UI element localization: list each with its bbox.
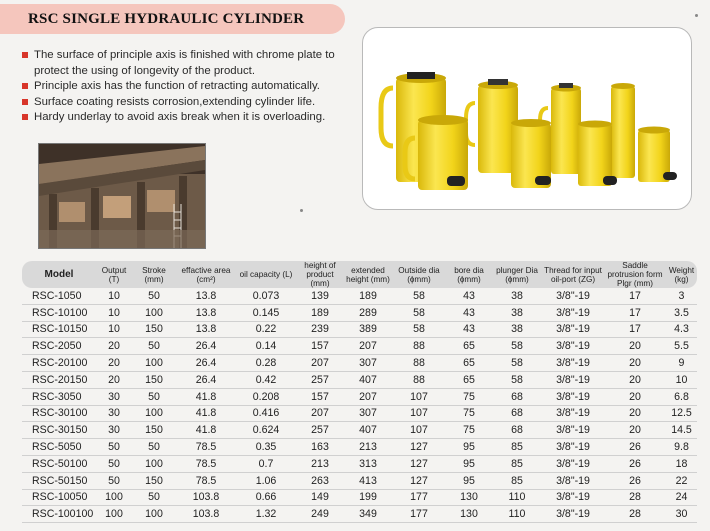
table-cell: 13.8 xyxy=(176,288,236,304)
table-cell: 65 xyxy=(446,355,492,372)
table-cell: 127 xyxy=(392,439,446,456)
cylinder-small-front xyxy=(638,127,677,183)
table-cell: 0.145 xyxy=(236,304,296,321)
table-cell: 41.8 xyxy=(176,405,236,422)
column-header: Thread for input oil-port (ZG) xyxy=(544,265,602,284)
model-cell: RSC-50150 xyxy=(22,472,96,489)
table-cell: 100 xyxy=(96,489,132,506)
table-cell: 20 xyxy=(604,388,666,405)
registration-dot xyxy=(300,209,303,212)
table-row xyxy=(22,304,697,321)
table-cell: 85 xyxy=(492,455,542,472)
table-cell: 38 xyxy=(492,321,542,338)
table-cell: 213 xyxy=(344,439,392,456)
table-cell: 100 xyxy=(132,304,176,321)
table-cell: 78.5 xyxy=(176,455,236,472)
table-cell: 85 xyxy=(492,439,542,456)
cylinder-short-front xyxy=(578,121,617,187)
column-header: effactive area (cm²) xyxy=(181,265,231,284)
table-cell: 3/8"-19 xyxy=(542,489,604,506)
table-cell: 107 xyxy=(392,422,446,439)
table-cell: 3/8"-19 xyxy=(542,506,604,523)
page-title: RSC SINGLE HYDRAULIC CYLINDER xyxy=(28,11,305,27)
column-header: plunger Dia (ɸmm) xyxy=(496,265,538,284)
table-cell: 58 xyxy=(492,355,542,372)
table-cell: 199 xyxy=(344,489,392,506)
table-row xyxy=(22,288,697,304)
table-cell: 13.8 xyxy=(176,304,236,321)
table-cell: 9.8 xyxy=(666,439,697,456)
model-cell: RSC-30100 xyxy=(22,405,96,422)
table-cell: 130 xyxy=(446,506,492,523)
table-cell: 26 xyxy=(604,439,666,456)
table-cell: 30 xyxy=(96,388,132,405)
table-cell: 3/8"-19 xyxy=(542,455,604,472)
table-cell: 189 xyxy=(296,304,344,321)
table-cell: 257 xyxy=(296,422,344,439)
table-header xyxy=(22,261,697,288)
table-body xyxy=(22,288,697,523)
table-cell: 150 xyxy=(132,371,176,388)
table-cell: 3/8"-19 xyxy=(542,422,604,439)
table-cell: 88 xyxy=(392,355,446,372)
table-cell: 3/8"-19 xyxy=(542,321,604,338)
table-cell: 10 xyxy=(96,288,132,304)
table-cell: 20 xyxy=(96,371,132,388)
table-cell: 213 xyxy=(296,455,344,472)
table-row xyxy=(22,506,697,523)
table-cell: 107 xyxy=(392,388,446,405)
table-cell: 139 xyxy=(296,288,344,304)
application-photo xyxy=(38,143,206,249)
table-cell: 50 xyxy=(132,338,176,355)
column-header: Model xyxy=(44,269,74,280)
table-cell: 0.66 xyxy=(236,489,296,506)
table-cell: 17 xyxy=(604,321,666,338)
table-cell: 41.8 xyxy=(176,388,236,405)
table-cell: 10 xyxy=(666,371,697,388)
table-cell: 157 xyxy=(296,338,344,355)
column-header: Weight (kg) xyxy=(668,265,695,284)
table-cell: 43 xyxy=(446,304,492,321)
table-cell: 26.4 xyxy=(176,355,236,372)
model-cell: RSC-10050 xyxy=(22,489,96,506)
table-cell: 100 xyxy=(132,455,176,472)
table-row xyxy=(22,472,697,489)
table-cell: 207 xyxy=(296,355,344,372)
table-cell: 85 xyxy=(492,472,542,489)
table-cell: 3/8"-19 xyxy=(542,439,604,456)
table-cell: 50 xyxy=(132,439,176,456)
column-header: bore dia (ɸmm) xyxy=(454,265,484,284)
table-cell: 107 xyxy=(392,405,446,422)
table-cell: 0.073 xyxy=(236,288,296,304)
table-cell: 68 xyxy=(492,388,542,405)
feature-item: Surface coating resists corrosion,extending cylinder life. xyxy=(22,95,347,111)
table-cell: 0.35 xyxy=(236,439,296,456)
table-cell: 50 xyxy=(132,388,176,405)
table-cell: 307 xyxy=(344,355,392,372)
table-cell: 289 xyxy=(344,304,392,321)
table-cell: 257 xyxy=(296,371,344,388)
table-cell: 20 xyxy=(96,338,132,355)
table-cell: 41.8 xyxy=(176,422,236,439)
product-photo-panel xyxy=(362,27,692,210)
bridge-construction-image xyxy=(39,144,205,248)
table-cell: 0.28 xyxy=(236,355,296,372)
table-cell: 12.5 xyxy=(666,405,697,422)
table-cell: 68 xyxy=(492,405,542,422)
table-row xyxy=(22,405,697,422)
model-cell: RSC-3050 xyxy=(22,388,96,405)
model-cell: RSC-30150 xyxy=(22,422,96,439)
table-cell: 20 xyxy=(604,355,666,372)
spec-table xyxy=(22,261,697,523)
table-cell: 3.5 xyxy=(666,304,697,321)
table-cell: 43 xyxy=(446,288,492,304)
hydraulic-cylinders-image xyxy=(363,28,691,209)
table-cell: 18 xyxy=(666,455,697,472)
table-cell: 20 xyxy=(604,371,666,388)
table-row xyxy=(22,388,697,405)
table-cell: 50 xyxy=(132,288,176,304)
table-cell: 189 xyxy=(344,288,392,304)
table-cell: 4.3 xyxy=(666,321,697,338)
table-cell: 95 xyxy=(446,472,492,489)
table-row xyxy=(22,371,697,388)
table-cell: 43 xyxy=(446,321,492,338)
cylinder-mid-front xyxy=(511,119,551,188)
table-cell: 26 xyxy=(604,455,666,472)
table-cell: 10 xyxy=(96,321,132,338)
table-cell: 177 xyxy=(392,506,446,523)
table-row xyxy=(22,489,697,506)
model-cell: RSC-50100 xyxy=(22,455,96,472)
table-cell: 58 xyxy=(392,321,446,338)
table-cell: 58 xyxy=(392,304,446,321)
feature-item: Hardy underlay to avoid axis break when it is overloading. xyxy=(22,110,347,126)
table-cell: 50 xyxy=(96,455,132,472)
table-cell: 3/8"-19 xyxy=(542,472,604,489)
table-cell: 207 xyxy=(296,405,344,422)
table-cell: 150 xyxy=(132,472,176,489)
table-cell: 13.8 xyxy=(176,321,236,338)
model-cell: RSC-1050 xyxy=(22,288,96,304)
table-cell: 78.5 xyxy=(176,439,236,456)
table-cell: 130 xyxy=(446,489,492,506)
column-header: extended height (mm) xyxy=(346,265,390,284)
table-cell: 100 xyxy=(96,506,132,523)
table-cell: 239 xyxy=(296,321,344,338)
table-cell: 0.7 xyxy=(236,455,296,472)
table-cell: 0.208 xyxy=(236,388,296,405)
table-cell: 127 xyxy=(392,472,446,489)
table-cell: 0.22 xyxy=(236,321,296,338)
table-cell: 100 xyxy=(132,355,176,372)
table-cell: 14.5 xyxy=(666,422,697,439)
table-cell: 75 xyxy=(446,388,492,405)
model-cell: RSC-100100 xyxy=(22,506,96,523)
table-cell: 349 xyxy=(344,506,392,523)
table-cell: 3/8"-19 xyxy=(542,338,604,355)
table-cell: 313 xyxy=(344,455,392,472)
table-cell: 177 xyxy=(392,489,446,506)
table-row xyxy=(22,355,697,372)
table-cell: 88 xyxy=(392,371,446,388)
table-cell: 65 xyxy=(446,371,492,388)
table-row xyxy=(22,338,697,355)
table-cell: 0.416 xyxy=(236,405,296,422)
column-header: Stroke (mm) xyxy=(142,265,166,284)
table-cell: 28 xyxy=(604,506,666,523)
table-cell: 100 xyxy=(132,405,176,422)
table-cell: 249 xyxy=(296,506,344,523)
table-cell: 103.8 xyxy=(176,506,236,523)
feature-item: Principle axis has the function of retracting automatically. xyxy=(22,79,347,95)
table-cell: 26.4 xyxy=(176,371,236,388)
table-cell: 127 xyxy=(392,455,446,472)
table-cell: 1.32 xyxy=(236,506,296,523)
cylinder-mid-back xyxy=(466,79,518,173)
table-cell: 9 xyxy=(666,355,697,372)
table-cell: 95 xyxy=(446,455,492,472)
table-cell: 3/8"-19 xyxy=(542,388,604,405)
table-cell: 65 xyxy=(446,338,492,355)
model-cell: RSC-20150 xyxy=(22,371,96,388)
table-cell: 26 xyxy=(604,472,666,489)
table-cell: 0.14 xyxy=(236,338,296,355)
table-cell: 88 xyxy=(392,338,446,355)
table-cell: 6.8 xyxy=(666,388,697,405)
table-cell: 157 xyxy=(296,388,344,405)
model-cell: RSC-2050 xyxy=(22,338,96,355)
model-cell: RSC-10100 xyxy=(22,304,96,321)
table-cell: 149 xyxy=(296,489,344,506)
table-cell: 10 xyxy=(96,304,132,321)
table-cell: 24 xyxy=(666,489,697,506)
table-cell: 150 xyxy=(132,422,176,439)
table-cell: 163 xyxy=(296,439,344,456)
table-cell: 407 xyxy=(344,422,392,439)
table-cell: 22 xyxy=(666,472,697,489)
table-cell: 20 xyxy=(604,405,666,422)
table-cell: 263 xyxy=(296,472,344,489)
table-row xyxy=(22,422,697,439)
table-cell: 3/8"-19 xyxy=(542,304,604,321)
column-header: Output (T) xyxy=(101,265,127,284)
table-cell: 50 xyxy=(132,489,176,506)
table-cell: 20 xyxy=(604,338,666,355)
table-cell: 3/8"-19 xyxy=(542,355,604,372)
table-cell: 75 xyxy=(446,405,492,422)
column-header: oil capacity (L) xyxy=(239,270,293,279)
table-cell: 17 xyxy=(604,288,666,304)
table-cell: 50 xyxy=(96,472,132,489)
table-row xyxy=(22,439,697,456)
column-header: Outside dia (ɸmm) xyxy=(398,265,440,284)
table-cell: 3/8"-19 xyxy=(542,371,604,388)
table-cell: 1.06 xyxy=(236,472,296,489)
table-cell: 26.4 xyxy=(176,338,236,355)
cylinder-tall-slim xyxy=(611,83,635,178)
table-cell: 307 xyxy=(344,405,392,422)
table-cell: 58 xyxy=(492,338,542,355)
table-cell: 103.8 xyxy=(176,489,236,506)
table-cell: 38 xyxy=(492,288,542,304)
table-cell: 20 xyxy=(96,355,132,372)
table-cell: 150 xyxy=(132,321,176,338)
column-header: height of product (mm) xyxy=(304,261,336,288)
model-cell: RSC-20100 xyxy=(22,355,96,372)
table-cell: 20 xyxy=(604,422,666,439)
table-cell: 5.5 xyxy=(666,338,697,355)
table-cell: 28 xyxy=(604,489,666,506)
table-cell: 389 xyxy=(344,321,392,338)
table-cell: 38 xyxy=(492,304,542,321)
model-cell: RSC-10150 xyxy=(22,321,96,338)
table-cell: 207 xyxy=(344,338,392,355)
model-cell: RSC-5050 xyxy=(22,439,96,456)
table-cell: 75 xyxy=(446,422,492,439)
registration-dot xyxy=(695,14,698,17)
table-row xyxy=(22,455,697,472)
table-cell: 110 xyxy=(492,506,542,523)
table-cell: 0.624 xyxy=(236,422,296,439)
column-header: Saddle protrusion form Plgr (mm) xyxy=(607,261,663,288)
table-cell: 110 xyxy=(492,489,542,506)
title-banner xyxy=(0,4,345,34)
table-cell: 3 xyxy=(666,288,697,304)
table-cell: 0.42 xyxy=(236,371,296,388)
table-cell: 78.5 xyxy=(176,472,236,489)
table-cell: 58 xyxy=(392,288,446,304)
table-row xyxy=(22,321,697,338)
table-cell: 3/8"-19 xyxy=(542,288,604,304)
table-cell: 30 xyxy=(96,405,132,422)
table-cell: 68 xyxy=(492,422,542,439)
table-cell: 413 xyxy=(344,472,392,489)
feature-item: The surface of principle axis is finished with chrome plate to protect the using of longevity of the product. xyxy=(22,48,347,79)
table-cell: 407 xyxy=(344,371,392,388)
table-cell: 207 xyxy=(344,388,392,405)
table-cell: 100 xyxy=(132,506,176,523)
table-cell: 95 xyxy=(446,439,492,456)
table-cell: 17 xyxy=(604,304,666,321)
table-cell: 50 xyxy=(96,439,132,456)
feature-list xyxy=(22,48,347,126)
table-cell: 30 xyxy=(666,506,697,523)
table-cell: 3/8"-19 xyxy=(542,405,604,422)
table-cell: 58 xyxy=(492,371,542,388)
table-cell: 30 xyxy=(96,422,132,439)
